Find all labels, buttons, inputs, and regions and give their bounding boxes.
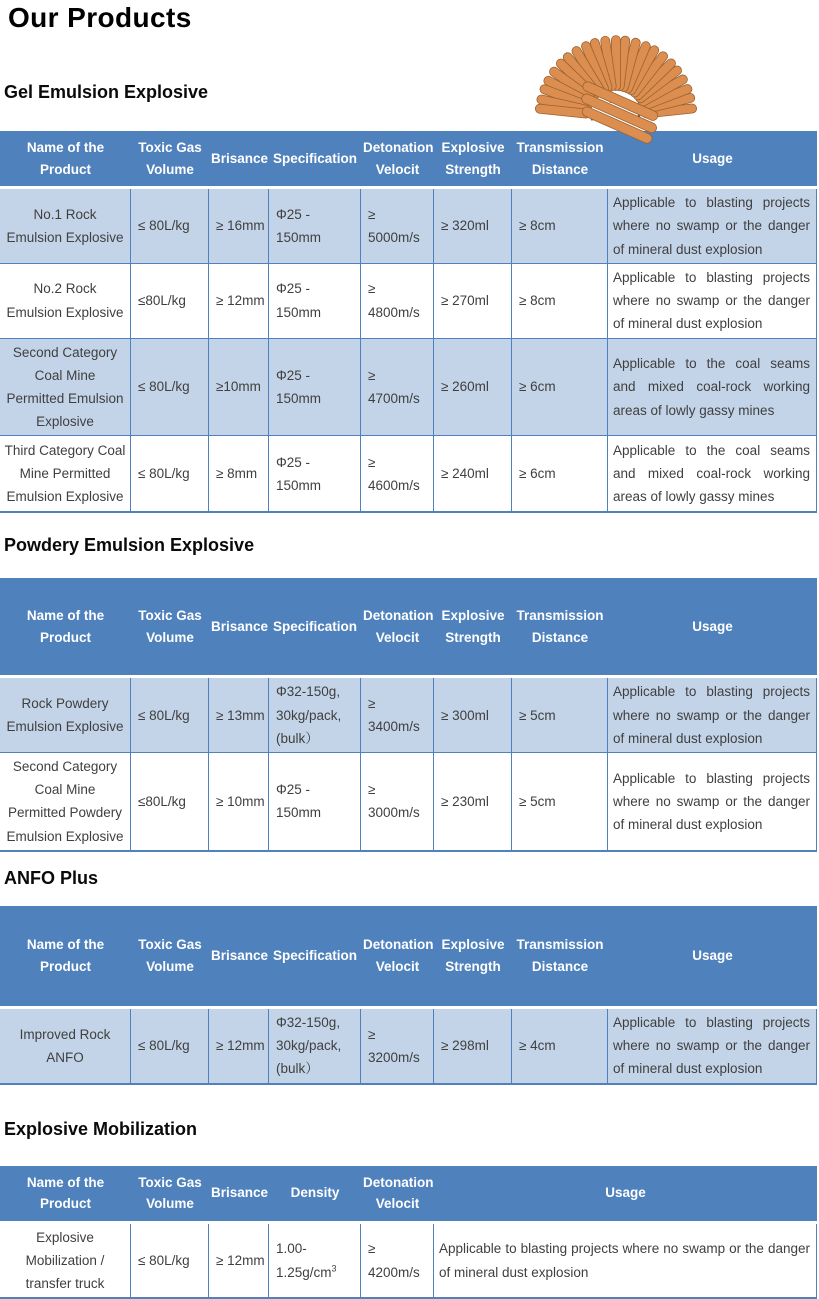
- col-detonation-velocity: Detonation Velocit: [361, 1166, 434, 1224]
- anfo-plus-table: [0, 906, 817, 1085]
- table-row: [0, 338, 817, 436]
- cell-usage: Applicable to blasting projects where no swamp or the danger of mineral dust explosion: [608, 263, 817, 338]
- cell-transmission-distance: ≥ 8cm: [512, 189, 608, 263]
- cell-toxic-gas: ≤ 80L/kg: [131, 338, 209, 436]
- col-brisance: Brisance: [209, 1166, 269, 1224]
- cell-usage: Applicable to blasting projects where no swamp or the danger of mineral dust explosion: [434, 1224, 817, 1299]
- explosive-mobilization-table: [0, 1166, 817, 1299]
- col-brisance: Brisance: [209, 906, 269, 1009]
- cell-toxic-gas: ≤ 80L/kg: [131, 435, 209, 513]
- cell-brisance: ≥ 16mm: [209, 189, 269, 263]
- cell-detonation-velocity: ≥ 4700m/s: [361, 338, 434, 436]
- cell-usage: Applicable to blasting projects where no swamp or the danger of mineral dust explosion: [608, 752, 817, 852]
- cell-product-name: No.2 Rock Emulsion Explosive: [0, 263, 131, 338]
- cell-density: [269, 1224, 361, 1299]
- cell-detonation-velocity: ≥ 3000m/s: [361, 752, 434, 852]
- col-brisance: Brisance: [209, 578, 269, 678]
- density-superscript: 3: [331, 1263, 337, 1274]
- cell-usage: Applicable to the coal seams and mixed coal-rock working areas of lowly gassy mines: [608, 435, 817, 513]
- table-header-row: [0, 1166, 817, 1224]
- col-name: Name of the Product: [0, 906, 131, 1009]
- cell-product-name: Rock Powdery Emulsion Explosive: [0, 678, 131, 752]
- cell-specification: Φ25 - 150mm: [269, 752, 361, 852]
- col-name: Name of the Product: [0, 578, 131, 678]
- cell-product-name: No.1 Rock Emulsion Explosive: [0, 189, 131, 263]
- cell-explosive-strength: ≥ 320ml: [434, 189, 512, 263]
- cell-specification: Φ32-150g, 30kg/pack,(bulk）: [269, 1009, 361, 1085]
- col-detonation-velocity: Detonation Velocit: [361, 131, 434, 189]
- cell-detonation-velocity: ≥ 4200m/s: [361, 1224, 434, 1299]
- col-transmission-distance: Transmission Distance: [512, 131, 608, 189]
- cell-transmission-distance: ≥ 5cm: [512, 752, 608, 852]
- table-row: [0, 678, 817, 752]
- col-specification: Specification: [269, 578, 361, 678]
- col-usage: Usage: [608, 131, 817, 189]
- cell-usage: Applicable to blasting projects where no swamp or the danger of mineral dust explosion: [608, 678, 817, 752]
- cell-usage: Applicable to the coal seams and mixed coal-rock working areas of lowly gassy mines: [608, 338, 817, 436]
- cell-toxic-gas: ≤80L/kg: [131, 752, 209, 852]
- cell-brisance: ≥ 12mm: [209, 1224, 269, 1299]
- cell-toxic-gas: ≤ 80L/kg: [131, 1009, 209, 1085]
- products-page: [0, 2, 819, 1292]
- cell-detonation-velocity: ≥ 3400m/s: [361, 678, 434, 752]
- cell-toxic-gas: ≤ 80L/kg: [131, 678, 209, 752]
- table-row: [0, 435, 817, 513]
- cell-specification: Φ25 - 150mm: [269, 189, 361, 263]
- col-transmission-distance: Transmission Distance: [512, 578, 608, 678]
- cell-product-name: Second Category Coal Mine Permitted Emulsion Explosive: [0, 338, 131, 436]
- cell-transmission-distance: ≥ 8cm: [512, 263, 608, 338]
- col-usage: Usage: [608, 906, 817, 1009]
- col-explosive-strength: Explosive Strength: [434, 131, 512, 189]
- table-row: [0, 263, 817, 338]
- cell-usage: Applicable to blasting projects where no swamp or the danger of mineral dust explosion: [608, 189, 817, 263]
- col-toxic-gas: Toxic Gas Volume: [131, 1166, 209, 1224]
- cell-specification: Φ32-150g, 30kg/pack,(bulk）: [269, 678, 361, 752]
- table-header-row: [0, 906, 817, 1009]
- col-toxic-gas: Toxic Gas Volume: [131, 131, 209, 189]
- cell-product-name: Improved Rock ANFO: [0, 1009, 131, 1085]
- col-name: Name of the Product: [0, 131, 131, 189]
- table-header-row: [0, 578, 817, 678]
- section-heading-explosive-mobilization: Explosive Mobilization: [4, 1118, 198, 1139]
- cell-specification: Φ25 - 150mm: [269, 435, 361, 513]
- cell-explosive-strength: ≥ 270ml: [434, 263, 512, 338]
- cell-detonation-velocity: ≥ 5000m/s: [361, 189, 434, 263]
- col-explosive-strength: Explosive Strength: [434, 906, 512, 1009]
- col-explosive-strength: Explosive Strength: [434, 578, 512, 678]
- col-name: Name of the Product: [0, 1166, 131, 1224]
- cell-brisance: ≥ 10mm: [209, 752, 269, 852]
- table-row: [0, 752, 817, 852]
- cell-transmission-distance: ≥ 5cm: [512, 678, 608, 752]
- cell-product-name: Explosive Mobilization / transfer truck: [0, 1224, 131, 1299]
- col-toxic-gas: Toxic Gas Volume: [131, 906, 209, 1009]
- section-heading-anfo-plus: ANFO Plus: [4, 867, 99, 888]
- cell-explosive-strength: ≥ 230ml: [434, 752, 512, 852]
- cell-detonation-velocity: ≥ 3200m/s: [361, 1009, 434, 1085]
- cell-brisance: ≥ 12mm: [209, 263, 269, 338]
- table-row: [0, 1009, 817, 1085]
- col-specification: Specification: [269, 131, 361, 189]
- col-transmission-distance: Transmission Distance: [512, 906, 608, 1009]
- cell-detonation-velocity: ≥ 4800m/s: [361, 263, 434, 338]
- cell-transmission-distance: ≥ 6cm: [512, 338, 608, 436]
- cell-explosive-strength: ≥ 260ml: [434, 338, 512, 436]
- cell-toxic-gas: ≤ 80L/kg: [131, 1224, 209, 1299]
- col-detonation-velocity: Detonation Velocit: [361, 578, 434, 678]
- cell-toxic-gas: ≤80L/kg: [131, 263, 209, 338]
- table-row: [0, 1224, 817, 1299]
- col-detonation-velocity: Detonation Velocit: [361, 906, 434, 1009]
- gel-emulsion-table: [0, 131, 817, 513]
- cell-brisance: ≥ 8mm: [209, 435, 269, 513]
- col-brisance: Brisance: [209, 131, 269, 189]
- explosive-sticks-image: [500, 24, 732, 134]
- cell-brisance: ≥10mm: [209, 338, 269, 436]
- cell-transmission-distance: ≥ 4cm: [512, 1009, 608, 1085]
- cell-toxic-gas: ≤ 80L/kg: [131, 189, 209, 263]
- col-density: Density: [269, 1166, 361, 1224]
- col-usage: Usage: [608, 578, 817, 678]
- section-heading-powdery-emulsion: Powdery Emulsion Explosive: [4, 535, 255, 556]
- table-row: [0, 189, 817, 263]
- cell-product-name: Second Category Coal Mine Permitted Powdery Emulsion Explosive: [0, 752, 131, 852]
- cell-usage: Applicable to blasting projects where no swamp or the danger of mineral dust explosion: [608, 1009, 817, 1085]
- cell-specification: Φ25 - 150mm: [269, 263, 361, 338]
- cell-brisance: ≥ 12mm: [209, 1009, 269, 1085]
- cell-product-name: Third Category Coal Mine Permitted Emulsion Explosive: [0, 435, 131, 513]
- cell-explosive-strength: ≥ 298ml: [434, 1009, 512, 1085]
- explosive-sticks-fan-graphic: [500, 24, 732, 134]
- cell-brisance: ≥ 13mm: [209, 678, 269, 752]
- cell-specification: Φ25 - 150mm: [269, 338, 361, 436]
- cell-detonation-velocity: ≥ 4600m/s: [361, 435, 434, 513]
- page-title: Our Products: [8, 2, 192, 33]
- powdery-emulsion-table: [0, 578, 817, 852]
- cell-transmission-distance: ≥ 6cm: [512, 435, 608, 513]
- cell-explosive-strength: ≥ 300ml: [434, 678, 512, 752]
- cell-explosive-strength: ≥ 240ml: [434, 435, 512, 513]
- col-usage: Usage: [434, 1166, 817, 1224]
- col-toxic-gas: Toxic Gas Volume: [131, 578, 209, 678]
- col-specification: Specification: [269, 906, 361, 1009]
- section-heading-gel-emulsion: Gel Emulsion Explosive: [4, 82, 209, 102]
- table-header-row: [0, 131, 817, 189]
- density-value: 1.00-1.25g/cm: [276, 1241, 332, 1280]
